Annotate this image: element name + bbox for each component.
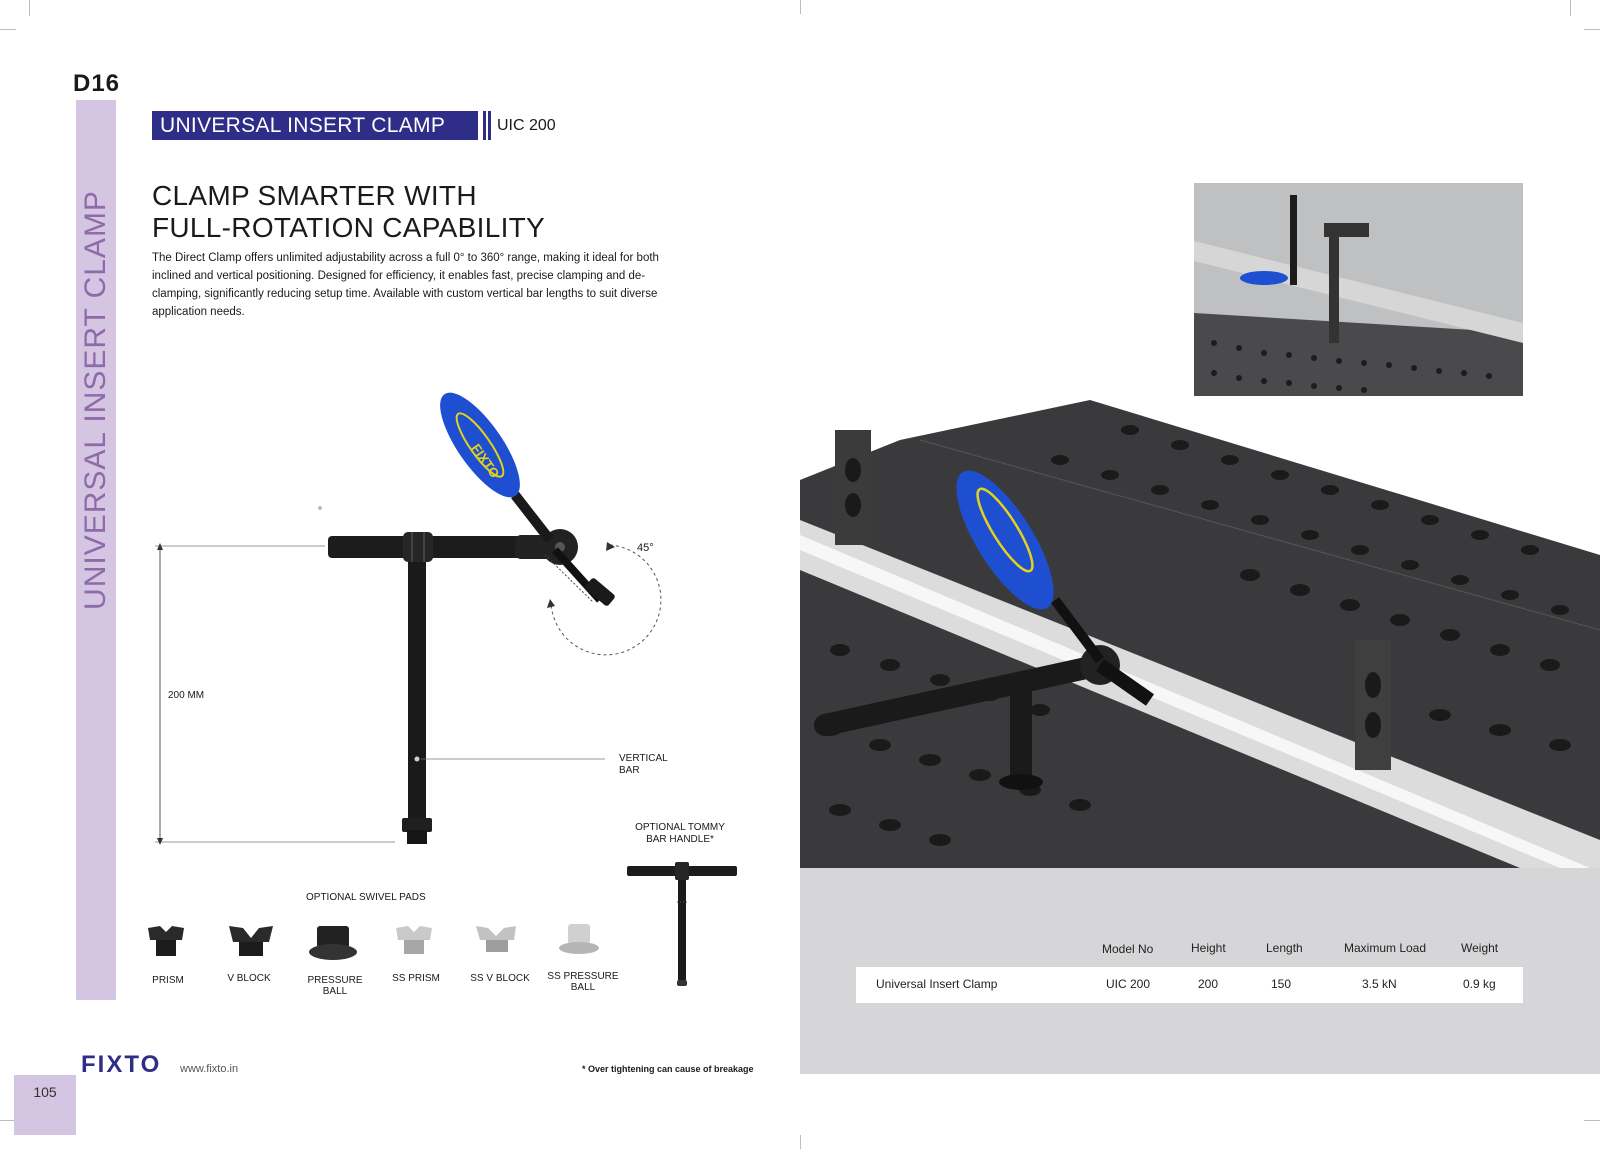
footnote: * Over tightening can cause of breakage bbox=[582, 1064, 754, 1074]
spec-header-max-load: Maximum Load bbox=[1344, 941, 1427, 955]
spec-header-length: Length bbox=[1266, 941, 1303, 955]
description: The Direct Clamp offers unlimited adjustability across a full 0° to 360° range, making it ideal for both inclined and vertical positioning. Designed for efficiency, it enables fast, precise clamping and de-clamping, significantly reducing setup time. Available with custom vertical bar lengths to suit diverse application needs. bbox=[152, 252, 659, 318]
title-bar bbox=[152, 111, 478, 140]
side-band bbox=[76, 100, 116, 1000]
stop-block bbox=[835, 430, 871, 545]
pad-label-v-block: V BLOCK bbox=[227, 973, 271, 984]
table-row bbox=[856, 967, 1523, 1003]
bar-foot bbox=[407, 830, 427, 844]
crop-mark bbox=[800, 1135, 801, 1149]
page-title: UNIVERSAL INSERT CLAMP bbox=[160, 114, 446, 137]
section-code: D16 bbox=[73, 70, 121, 97]
photo-vertical-bar bbox=[1010, 690, 1032, 780]
pad-label-pressure-ball: PRESSURE BALL bbox=[307, 975, 363, 997]
handle-brand: FIXTO bbox=[468, 440, 503, 481]
rotation-arrow bbox=[547, 599, 555, 608]
page-number: 105 bbox=[33, 1084, 57, 1100]
pressure-ball-pad-icon bbox=[309, 926, 357, 960]
spec-header-model: Model No bbox=[1102, 942, 1154, 956]
bar-hole bbox=[415, 757, 420, 762]
clamp-diagram bbox=[145, 390, 705, 860]
ss-prism-pad-icon bbox=[396, 926, 432, 954]
spec-header-weight: Weight bbox=[1461, 941, 1499, 955]
stop-block bbox=[1355, 640, 1391, 770]
tommy-bar-label: OPTIONAL TOMMY BAR HANDLE* bbox=[635, 822, 725, 845]
tommy-bar-handle bbox=[625, 862, 740, 992]
height-label: 200 MM bbox=[168, 690, 205, 701]
crop-mark bbox=[800, 0, 801, 14]
title-stripe bbox=[488, 111, 491, 140]
spec-length-value: 150 bbox=[1271, 977, 1292, 991]
website-link[interactable]: www.fixto.in bbox=[180, 1063, 239, 1075]
dimension-arrow bbox=[157, 838, 163, 845]
ss-pressure-ball-pad-icon bbox=[559, 924, 599, 954]
dimension-arrow bbox=[157, 543, 163, 550]
crop-mark bbox=[0, 29, 16, 30]
title-stripe bbox=[483, 111, 486, 140]
ss-v-block-pad-icon bbox=[476, 926, 516, 952]
main-photo bbox=[800, 400, 1600, 868]
side-title: UNIVERSAL INSERT CLAMP bbox=[79, 190, 112, 610]
title-stripe bbox=[478, 111, 481, 140]
pad-label-ss-v-block: SS V BLOCK bbox=[470, 973, 530, 984]
spec-height-value: 200 bbox=[1198, 977, 1219, 991]
pad-label-prism: PRISM bbox=[152, 975, 184, 986]
angle-label: 45° bbox=[637, 542, 654, 554]
headline: CLAMP SMARTER WITH FULL-ROTATION CAPABILITY bbox=[152, 180, 546, 243]
spec-header-height: Height bbox=[1191, 941, 1226, 955]
inset-blue-handle bbox=[1240, 271, 1288, 285]
spec-panel bbox=[800, 868, 1600, 1074]
spec-weight-value: 0.9 kg bbox=[1463, 977, 1496, 991]
fixto-logo: FIXTO bbox=[81, 1051, 162, 1078]
crop-mark bbox=[29, 0, 30, 16]
vertical-bar-label: VERTICAL BAR bbox=[619, 753, 668, 776]
pad-label-ss-prism: SS PRISM bbox=[392, 973, 440, 984]
inset-vertical-bar bbox=[1329, 228, 1339, 343]
spec-product-name: Universal Insert Clamp bbox=[876, 977, 998, 991]
v-block-pad-icon bbox=[229, 926, 273, 956]
rotation-arrow bbox=[606, 542, 615, 551]
spec-model-value: UIC 200 bbox=[1106, 977, 1151, 991]
vertical-bar bbox=[408, 550, 426, 820]
bar-foot bbox=[402, 818, 432, 832]
spec-max-load-value: 3.5 kN bbox=[1362, 977, 1397, 991]
prism-pad-icon bbox=[148, 926, 184, 956]
crop-mark bbox=[1584, 1120, 1600, 1121]
pad-label-ss-pressure-ball: SS PRESSURE BALL bbox=[547, 971, 619, 993]
model-code: UIC 200 bbox=[497, 117, 556, 134]
page-tab bbox=[14, 1075, 76, 1135]
inset-photo bbox=[1194, 183, 1523, 396]
crop-mark bbox=[1570, 0, 1571, 16]
clamp-collar bbox=[403, 532, 433, 562]
swivel-pads-title: OPTIONAL SWIVEL PADS bbox=[306, 892, 426, 903]
swivel-pads-row bbox=[146, 922, 626, 970]
crop-mark bbox=[1584, 29, 1600, 30]
